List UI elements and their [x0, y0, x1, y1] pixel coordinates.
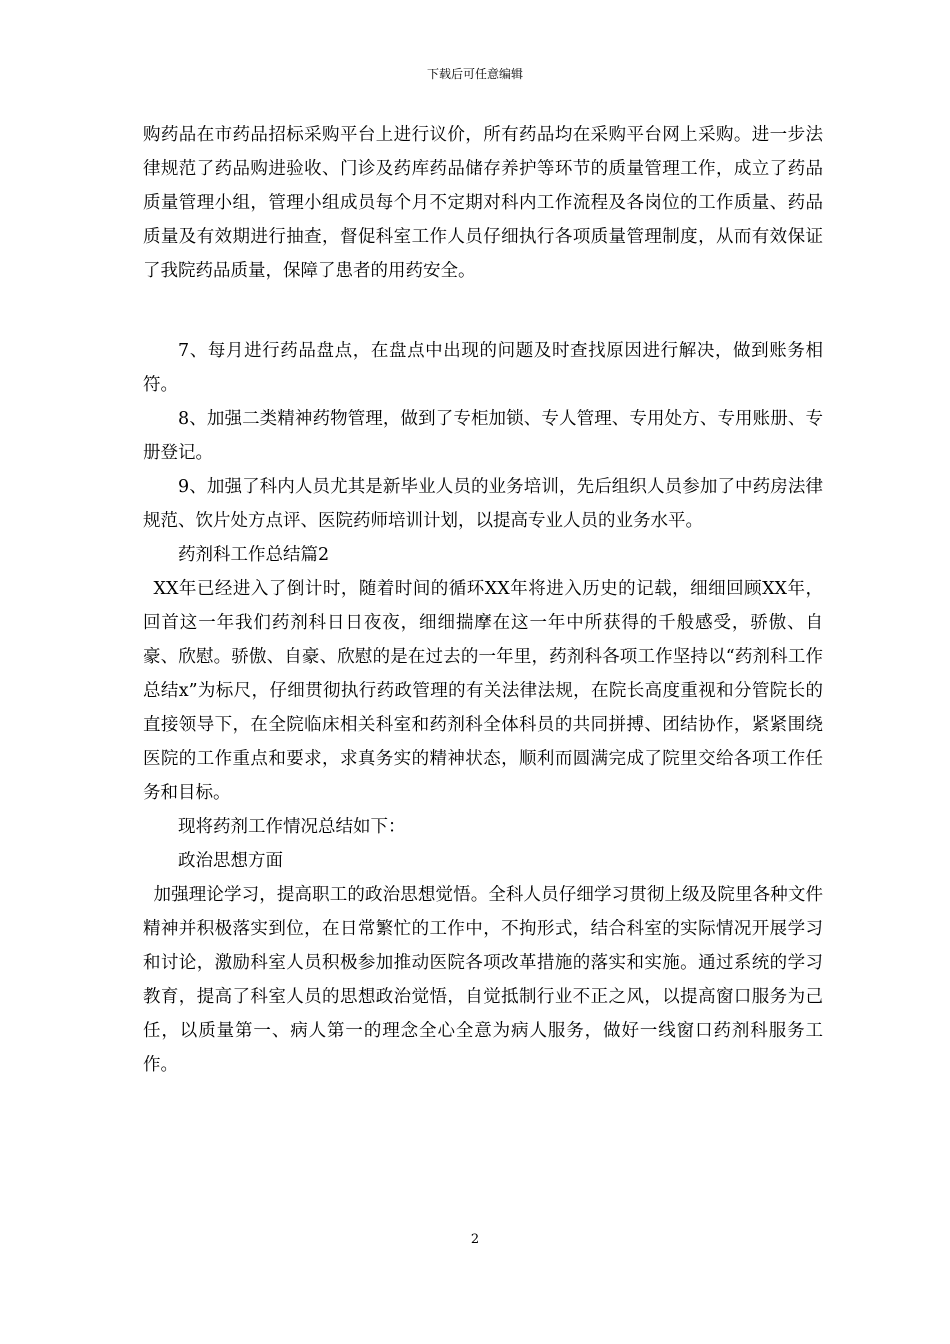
paragraph-gap — [143, 288, 823, 334]
paragraph-intro: 现将药剂工作情况总结如下： — [178, 817, 406, 837]
subheading-political: 政治思想方面 — [178, 851, 283, 871]
section-heading: 药剂科工作总结篇2 — [178, 545, 330, 565]
document-body — [143, 118, 823, 1082]
paragraph-item-7: 7、每月进行药品盘点，在盘点中出现的问题及时查找原因进行解决，做到账务相符。 — [143, 341, 823, 395]
paragraph-procurement: 购药品在市药品招标采购平台上进行议价，所有药品均在采购平台网上采购。进一步法律规范了药品购进验收、门诊及药库药品储存养护等环节的质量管理工作，成立了药品质量管理小组，管理小组成员每个月不定期对科内工作流程及各岗位的工作质量、药品质量及有效期进行抽查，督促科室工作人员仔细执行各项质量管理制度，从而有效保证了我院药品质量，保障了患者的用药安全。 — [143, 125, 823, 281]
paragraph-item-9: 9、加强了科内人员尤其是新毕业人员的业务培训，先后组织人员参加了中药房法律规范、饮片处方点评、医院药师培训计划，以提高专业人员的业务水平。 — [143, 477, 823, 531]
paragraph-political: 加强理论学习，提高职工的政治思想觉悟。全科人员仔细学习贯彻上级及院里各种文件精神并积极落实到位，在日常繁忙的工作中，不拘形式，结合科室的实际情况开展学习和讨论，激励科室人员积极参加推动医院各项改革措施的落实和实施。通过系统的学习教育，提高了科室人员的思想政治觉悟，自觉抵制行业不正之风，以提高窗口服务为己任，以质量第一、病人第一的理念全心全意为病人服务，做好一线窗口药剂科服务工作。 — [143, 885, 823, 1075]
page-number: 2 — [470, 1232, 480, 1247]
page-header: 下载后可任意编辑 — [426, 67, 523, 81]
paragraph-year-summary: XX年已经进入了倒计时，随着时间的循环XX年将进入历史的记载，细细回顾XX年，回首这一年我们药剂科日日夜夜，细细揣摩在这一年中所获得的千般感受，骄傲、自豪、欣慰。骄傲、自豪、欣慰的是在过去的一年里，药剂科各项工作坚持以“药剂科工作总结x”为标尺，仔细贯彻执行药政管理的有关法律法规，在院长高度重视和分管院长的直接领导下，在全院临床相关科室和药剂科全体科员的共同拼搏、团结协作，紧紧围绕医院的工作重点和要求，求真务实的精神状态，顺利而圆满完成了院里交给各项工作任务和目标。 — [143, 579, 823, 803]
paragraph-item-8: 8、加强二类精神药物管理，做到了专柜加锁、专人管理、专用处方、专用账册、专册登记。 — [143, 409, 823, 463]
